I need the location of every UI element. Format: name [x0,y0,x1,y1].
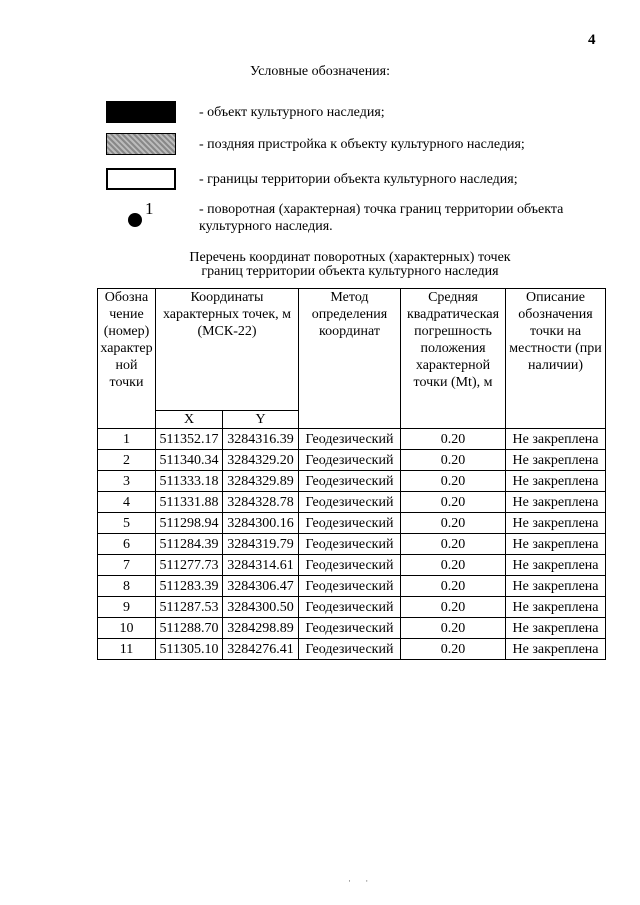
table-title-line2: границ территории объекта культурного наследия [201,264,499,279]
cell-method: Геодезический [299,555,401,576]
turning-point-label: 1 [145,199,154,218]
cell-point-number: 8 [98,576,156,597]
table-row [98,576,606,597]
table-row [98,450,606,471]
cell-method: Геодезический [299,618,401,639]
cell-x: 511331.88 [156,492,223,513]
legend-text-boundary: - границы территории объекта культурного наследия; [199,172,518,187]
cell-y: 3284306.47 [223,576,299,597]
cell-point-number: 9 [98,597,156,618]
cell-error: 0.20 [401,513,506,534]
cell-point-number: 10 [98,618,156,639]
cell-error: 0.20 [401,534,506,555]
table-row [98,555,606,576]
cell-y: 3284328.78 [223,492,299,513]
header-y: Y [223,411,299,429]
cell-point-number: 5 [98,513,156,534]
cell-x: 511287.53 [156,597,223,618]
table-title [0,251,640,279]
cell-method: Геодезический [299,576,401,597]
cell-description: Не закреплена [506,450,606,471]
cell-x: 511283.39 [156,576,223,597]
cell-x: 511284.39 [156,534,223,555]
table-row [98,492,606,513]
turning-point-icon [128,213,142,227]
cell-method: Геодезический [299,639,401,660]
territory-boundary-swatch [106,168,176,190]
cell-description: Не закреплена [506,513,606,534]
cell-error: 0.20 [401,618,506,639]
cell-x: 511288.70 [156,618,223,639]
cell-description: Не закреплена [506,555,606,576]
cell-error: 0.20 [401,597,506,618]
cell-point-number: 6 [98,534,156,555]
cell-x: 511298.94 [156,513,223,534]
cell-error: 0.20 [401,450,506,471]
cell-point-number: 3 [98,471,156,492]
cell-error: 0.20 [401,639,506,660]
cell-y: 3284319.79 [223,534,299,555]
cell-method: Геодезический [299,450,401,471]
cell-y: 3284276.41 [223,639,299,660]
cell-method: Геодезический [299,429,401,450]
cell-x: 511352.17 [156,429,223,450]
cell-point-number: 4 [98,492,156,513]
cell-x: 511277.73 [156,555,223,576]
cell-method: Геодезический [299,513,401,534]
cell-method: Геодезический [299,492,401,513]
coordinates-table [97,288,606,660]
header-coords: Координаты характерных точек, м (МСК-22) [156,289,299,411]
cell-description: Не закреплена [506,534,606,555]
cell-point-number: 1 [98,429,156,450]
cell-description: Не закреплена [506,429,606,450]
legend-text-addition: - поздняя пристройка к объекту культурного наследия; [199,137,525,152]
cell-description: Не закреплена [506,618,606,639]
header-point: Обозна чение (номер) характер ной точки [98,289,156,429]
header-x: X [156,411,223,429]
table-row [98,618,606,639]
table-row [98,429,606,450]
cell-y: 3284300.50 [223,597,299,618]
table-row [98,534,606,555]
cell-description: Не закреплена [506,639,606,660]
cell-error: 0.20 [401,576,506,597]
table-row [98,513,606,534]
cell-description: Не закреплена [506,492,606,513]
cell-y: 3284329.20 [223,450,299,471]
cell-x: 511333.18 [156,471,223,492]
cell-y: 3284314.61 [223,555,299,576]
cell-description: Не закреплена [506,576,606,597]
heritage-object-swatch [106,101,176,123]
legend-text-point: - поворотная (характерная) точка границ территории объекта культурного наследия. [199,202,564,234]
cell-error: 0.20 [401,492,506,513]
header-method: Метод определения координат [299,289,401,429]
cell-point-number: 2 [98,450,156,471]
legend-title: Условные обозначения: [249,64,391,79]
cell-description: Не закреплена [506,471,606,492]
cell-y: 3284298.89 [223,618,299,639]
cell-error: 0.20 [401,471,506,492]
cell-y: 3284316.39 [223,429,299,450]
cell-error: 0.20 [401,555,506,576]
cell-y: 3284329.89 [223,471,299,492]
footer-mark: · · [348,876,375,886]
cell-x: 511340.34 [156,450,223,471]
page-number: 4 [588,32,596,48]
late-addition-swatch [106,133,176,155]
cell-method: Геодезический [299,597,401,618]
table-row [98,639,606,660]
cell-point-number: 7 [98,555,156,576]
cell-description: Не закреплена [506,597,606,618]
cell-error: 0.20 [401,429,506,450]
table-row [98,597,606,618]
table-row [98,471,606,492]
cell-x: 511305.10 [156,639,223,660]
header-error: Средняя квадратическая погрешность положения характерной точки (Mt), м [401,289,506,429]
legend-text-heritage: - объект культурного наследия; [199,105,385,120]
header-description: Описание обозначения точки на местности (при наличии) [506,289,606,429]
cell-method: Геодезический [299,471,401,492]
cell-method: Геодезический [299,534,401,555]
table-title-line1: Перечень координат поворотных (характерных) точек [189,250,511,265]
cell-point-number: 11 [98,639,156,660]
cell-y: 3284300.16 [223,513,299,534]
